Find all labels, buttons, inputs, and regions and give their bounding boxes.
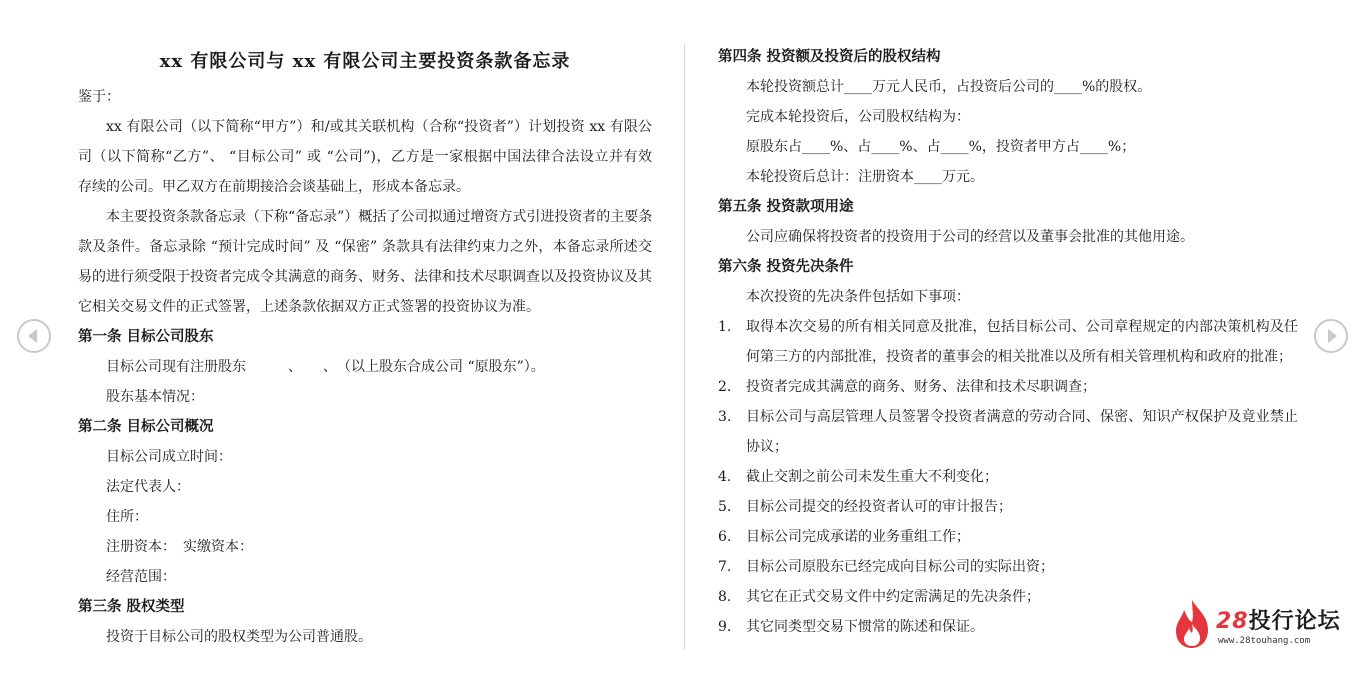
section3-heading: 第三条 股权类型 (78, 598, 185, 615)
section2-line2: 法定代表人： (106, 479, 190, 495)
logo-name: 投行论坛 (1248, 609, 1341, 634)
list-item-text: 投资者完成其满意的商务、财务、法律和技术尽职调查； (746, 379, 1096, 395)
page-divider (684, 44, 685, 650)
intro-text: 鉴于： (78, 89, 120, 105)
prev-page-button[interactable] (17, 319, 51, 353)
list-item (718, 408, 1298, 426)
list-item-number: 3. (718, 409, 732, 425)
section2-line5: 经营范围： (106, 569, 176, 585)
section4-line3: 原股东占____%、占____%、占____%，投资者甲方占____%； (746, 139, 1136, 155)
section5-heading: 第五条 投资款项用途 (718, 198, 854, 215)
list-item-number: 9. (718, 619, 732, 635)
list-item-number: 7. (718, 559, 732, 575)
section1-heading: 第一条 目标公司股东 (78, 328, 214, 345)
para2-line3: 易的进行须受限于投资者完成令其满意的商务、财务、法律和技术尽职调查以及投资协议及其 (78, 269, 652, 285)
list-item-text: 目标公司与高层管理人员签署令投资者满意的劳动合同、保密、知识产权保护及竟业禁止 (746, 409, 1298, 425)
section6-intro: 本次投资的先决条件包括如下事项： (746, 289, 970, 305)
section4-line4: 本轮投资后总计：注册资本____万元。 (746, 169, 984, 185)
logo-url: www.28touhang.com (1218, 636, 1311, 646)
list-item-text: 其它同类型交易下惯常的陈述和保证。 (746, 619, 984, 635)
list-item-text: 截止交割之前公司未发生重大不利变化； (746, 469, 998, 485)
list-item-number: 4. (718, 469, 732, 485)
flame-icon (1172, 598, 1212, 650)
chevron-right-icon (1316, 321, 1346, 351)
list-item-text: 目标公司原股东已经完成向目标公司的实际出资； (746, 559, 1054, 575)
section4-line2: 完成本轮投资后，公司股权结构为： (746, 109, 970, 125)
section6-heading: 第六条 投资先决条件 (718, 258, 854, 275)
next-page-button[interactable] (1314, 319, 1348, 353)
section5-line1: 公司应确保将投资者的投资用于公司的经营以及董事会批准的其他用途。 (746, 229, 1194, 245)
list-item (718, 318, 1298, 336)
section2-line3: 住所： (106, 509, 148, 525)
list-item-text: 目标公司完成承诺的业务重组工作； (746, 529, 970, 545)
list-item-number: 1. (718, 319, 732, 335)
list-item-continuation (718, 348, 1298, 366)
section3-line1: 投资于目标公司的股权类型为公司普通股。 (106, 629, 372, 645)
list-item-continuation (718, 438, 1298, 456)
list-item (718, 468, 1298, 486)
logo-text (1216, 604, 1341, 635)
list-item-text: 协议； (746, 439, 788, 455)
para2-line4: 它相关交易文件的正式签署，上述条款依据双方正式签署的投资协议为准。 (78, 299, 540, 315)
list-item-text: 其它在正式交易文件中约定需满足的先决条件； (746, 589, 1040, 605)
section4-heading: 第四条 投资额及投资后的股权结构 (718, 48, 941, 65)
chevron-left-icon (19, 321, 49, 351)
para1-line1: xx 有限公司（以下简称“甲方”）和/或其关联机构（合称“投资者”）计划投资 xx 有限公 (106, 119, 652, 135)
section1-line2: 股东基本情况： (106, 389, 204, 405)
doc-title: xx 有限公司与 xx 有限公司主要投资条款备忘录 (159, 51, 571, 72)
list-item-number: 5. (718, 499, 732, 515)
list-item (718, 558, 1298, 576)
para2-line1: 本主要投资条款备忘录（下称“备忘录”）概括了公司拟通过增资方式引进投资者的主要条 (106, 209, 653, 225)
para1-line3: 存续的公司。甲乙双方在前期接洽会谈基础上，形成本备忘录。 (78, 179, 470, 195)
list-item (718, 378, 1298, 396)
list-item (718, 528, 1298, 546)
list-item-text: 何第三方的内部批准，投资者的董事会的相关批准以及所有相关管理机构和政府的批准； (746, 349, 1292, 365)
list-item-number: 6. (718, 529, 732, 545)
site-logo (1172, 598, 1342, 650)
list-item-number: 2. (718, 379, 732, 395)
section1-line1: 目标公司现有注册股东 、 、 （以上股东合成公司 “原股东”）。 (106, 359, 545, 375)
para1-line2: 司（以下简称“乙方”、 “目标公司” 或 “公司”)，乙方是一家根据中国法律合法设立并有效 (78, 149, 652, 165)
section4-line1: 本轮投资额总计____万元人民币，占投资后公司的____%的股权。 (746, 79, 1152, 95)
list-item (718, 498, 1298, 516)
section2-line4: 注册资本： 实缴资本： (106, 539, 253, 555)
section2-heading: 第二条 目标公司概况 (78, 418, 214, 435)
para2-line2: 款及条件。备忘录除 “预计完成时间” 及 “保密” 条款具有法律约束力之外，本备忘录所述交 (78, 239, 652, 255)
list-item-text: 取得本次交易的所有相关同意及批准，包括目标公司、公司章程规定的内部决策机构及任 (746, 319, 1298, 335)
list-item-text: 目标公司提交的经投资者认可的审计报告； (746, 499, 1012, 515)
logo-number: 28 (1216, 609, 1249, 634)
list-item-number: 8. (718, 589, 732, 605)
section2-line1: 目标公司成立时间： (106, 449, 232, 465)
